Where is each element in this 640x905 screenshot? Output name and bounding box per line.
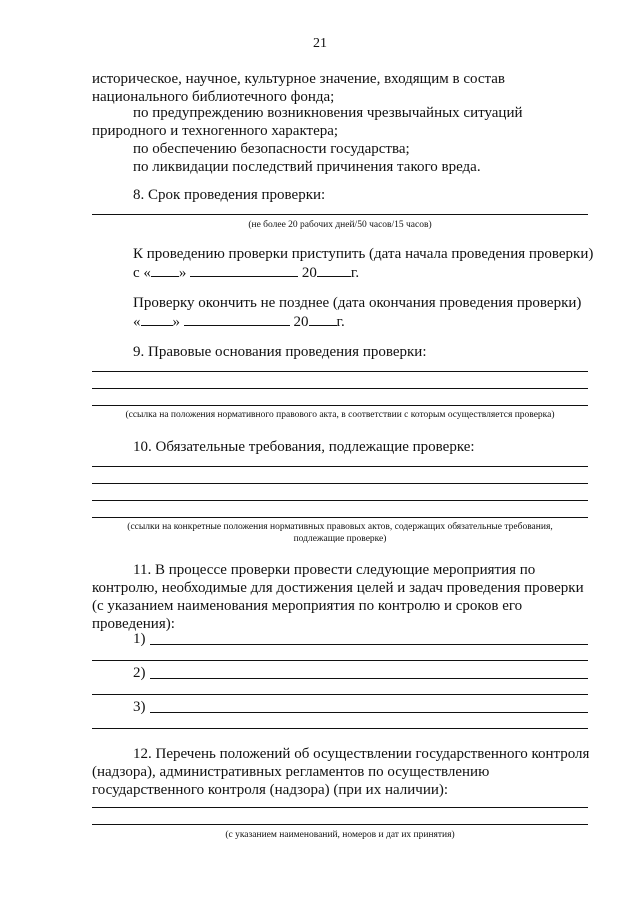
fill-line[interactable] bbox=[92, 694, 588, 695]
start-date-label: К проведению проверки приступить (дата начала проведения проверки) bbox=[133, 246, 594, 262]
fill-line[interactable] bbox=[92, 807, 588, 808]
text-line: 11. В процессе проверки провести следующие мероприятия по bbox=[133, 562, 536, 578]
page-number: 21 bbox=[313, 36, 327, 51]
text-line: (надзора), административных регламентов по осуществлению bbox=[92, 764, 490, 780]
section-10-hint-line2: подлежащие проверке) bbox=[293, 534, 387, 544]
fill-line[interactable] bbox=[150, 712, 588, 713]
section-8-heading: 8. Срок проведения проверки: bbox=[133, 187, 326, 203]
fill-line[interactable] bbox=[150, 678, 588, 679]
fill-line[interactable] bbox=[92, 371, 588, 372]
start-date-field[interactable]: с « » 20 г. bbox=[133, 265, 360, 281]
fill-line[interactable] bbox=[92, 728, 588, 729]
text-line: по обеспечению безопасности государства; bbox=[133, 141, 410, 157]
text-line: проведения): bbox=[92, 616, 175, 632]
end-date-field[interactable]: « » 20 г. bbox=[133, 314, 345, 330]
section-12-hint: (с указанием наименований, номеров и дат их принятия) bbox=[225, 830, 455, 840]
fill-line[interactable] bbox=[92, 483, 588, 484]
item-number: 3) bbox=[133, 699, 146, 715]
text-line: национального библиотечного фонда; bbox=[92, 89, 335, 105]
fill-line[interactable] bbox=[92, 660, 588, 661]
fill-line[interactable] bbox=[92, 517, 588, 518]
fill-line[interactable] bbox=[92, 388, 588, 389]
text-line: природного и техногенного характера; bbox=[92, 123, 339, 139]
fill-line[interactable] bbox=[92, 405, 588, 406]
fill-line[interactable] bbox=[150, 644, 588, 645]
fill-line[interactable] bbox=[92, 214, 588, 215]
section-9-heading: 9. Правовые основания проведения проверки: bbox=[133, 344, 427, 360]
text-line: по ликвидации последствий причинения такого вреда. bbox=[133, 159, 481, 175]
section-10-heading: 10. Обязательные требования, подлежащие проверке: bbox=[133, 439, 475, 455]
end-date-label: Проверку окончить не позднее (дата окончания проведения проверки) bbox=[133, 295, 582, 311]
text-line: (с указанием наименования мероприятия по контролю и сроков его bbox=[92, 598, 523, 614]
section-10-hint-line1: (ссылки на конкретные положения нормативных правовых актов, содержащих обязательные требования, bbox=[127, 522, 553, 532]
section-8-hint: (не более 20 рабочих дней/50 часов/15 часов) bbox=[248, 220, 432, 230]
item-number: 1) bbox=[133, 631, 146, 647]
fill-line[interactable] bbox=[92, 466, 588, 467]
text-line: 12. Перечень положений об осуществлении государственного контроля bbox=[133, 746, 590, 762]
text-line: контролю, необходимые для достижения целей и задач проведения проверки bbox=[92, 580, 584, 596]
text-line: по предупреждению возникновения чрезвычайных ситуаций bbox=[133, 105, 523, 121]
section-9-hint: (ссылка на положения нормативного правового акта, в соответствии с которым осуществляется проверка) bbox=[125, 410, 555, 420]
fill-line[interactable] bbox=[92, 824, 588, 825]
fill-line[interactable] bbox=[92, 500, 588, 501]
text-line: государственного контроля (надзора) (при их наличии): bbox=[92, 782, 449, 798]
text-line: историческое, научное, культурное значение, входящим в состав bbox=[92, 71, 506, 87]
item-number: 2) bbox=[133, 665, 146, 681]
